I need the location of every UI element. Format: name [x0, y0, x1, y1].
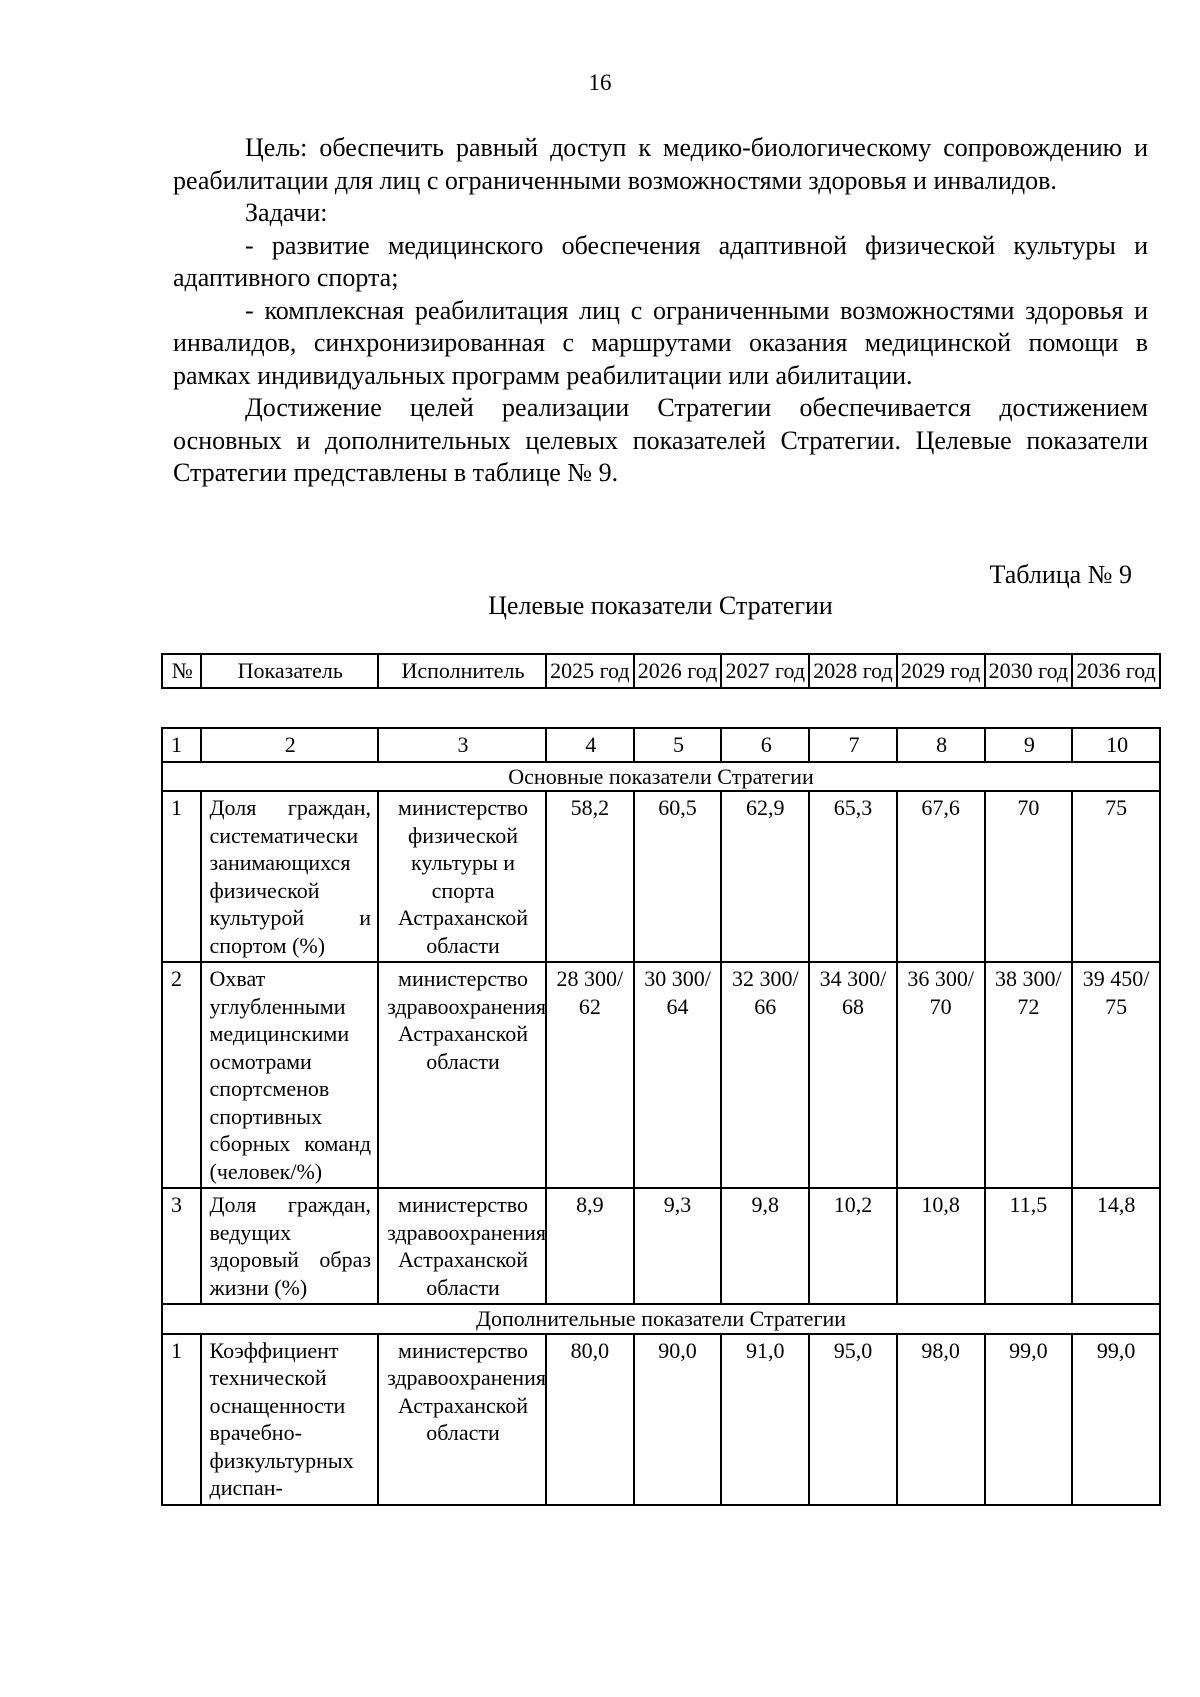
paragraph-task-2: - комплексная реабилитация лиц с ограниченными возможностями здоровья и инвалидов, синхронизированная с маршрутами оказания медицинской помощи в рамках индивидуальных программ реабилитации или абилитации.	[173, 295, 1148, 390]
indicator-value: 70	[985, 791, 1073, 962]
indicator-value: 99,0	[985, 1334, 1073, 1505]
indicator-value: 99,0	[1072, 1334, 1160, 1505]
column-number-cell: 2	[201, 728, 379, 762]
indicator-value: 9,3	[634, 1188, 722, 1304]
indicator-value: 36 300/ 70	[897, 962, 985, 1188]
table-row	[162, 1334, 1160, 1505]
indicator-name: Коэффициент технической оснащенности врачебно-физкультурных диспан-	[201, 1334, 379, 1505]
executor-name: министерство здравоохранения Астраханской области	[378, 1188, 546, 1304]
header-year-2026: 2026 год	[634, 654, 722, 688]
row-number: 1	[162, 1334, 201, 1505]
paragraph-goal: Цель: обеспечить равный доступ к медико-биологическому сопровождению и реабилитации для лиц с ограниченными возможностями здоровья и инвалидов.	[173, 133, 1148, 195]
indicator-name: Доля граждан, ведущих здоровый образ жизни (%)	[201, 1188, 379, 1304]
executor-name: министерство физической культуры и спорта Астраханской области	[378, 791, 546, 962]
indicator-value: 30 300/ 64	[634, 962, 722, 1188]
column-number-cell: 8	[897, 728, 985, 762]
table-row	[162, 791, 1160, 962]
indicator-value: 90,0	[634, 1334, 722, 1505]
indicator-value: 9,8	[721, 1188, 809, 1304]
header-year-2030: 2030 год	[985, 654, 1073, 688]
indicator-value: 38 300/ 72	[985, 962, 1073, 1188]
table-row	[162, 1188, 1160, 1304]
indicator-value: 11,5	[985, 1188, 1073, 1304]
header-year-2029: 2029 год	[897, 654, 985, 688]
paragraph-task-1: - развитие медицинского обеспечения адаптивной физической культуры и адаптивного спорта;	[173, 230, 1148, 292]
executor-name: министерство здравоохранения Астраханской области	[378, 1334, 546, 1505]
section-row	[162, 762, 1160, 792]
row-number: 1	[162, 791, 201, 962]
page-number: 16	[588, 70, 612, 95]
column-number-cell: 10	[1072, 728, 1160, 762]
indicator-value: 32 300/ 66	[721, 962, 809, 1188]
indicator-value: 95,0	[809, 1334, 897, 1505]
indicator-value: 67,6	[897, 791, 985, 962]
column-number-cell: 1	[162, 728, 201, 762]
row-number: 3	[162, 1188, 201, 1304]
indicator-value: 8,9	[546, 1188, 634, 1304]
table-title: Целевые показатели Стратегии	[488, 591, 833, 620]
header-indicator: Показатель	[201, 654, 379, 688]
header-number: №	[162, 654, 201, 688]
indicator-value: 65,3	[809, 791, 897, 962]
indicator-value: 28 300/ 62	[546, 962, 634, 1188]
indicator-value: 39 450/ 75	[1072, 962, 1160, 1188]
column-number-cell: 5	[634, 728, 722, 762]
indicator-value: 10,2	[809, 1188, 897, 1304]
indicator-value: 75	[1072, 791, 1160, 962]
column-number-cell: 6	[721, 728, 809, 762]
table-caption: Таблица № 9	[989, 560, 1132, 589]
body-text	[173, 132, 1148, 490]
header-executor: Исполнитель	[378, 654, 546, 688]
paragraph-tasks-heading: Задачи:	[245, 198, 328, 227]
indicator-value: 58,2	[546, 791, 634, 962]
header-year-2036: 2036 год	[1072, 654, 1160, 688]
indicator-value: 10,8	[897, 1188, 985, 1304]
indicator-value: 14,8	[1072, 1188, 1160, 1304]
indicator-value: 80,0	[546, 1334, 634, 1505]
column-number-cell: 3	[378, 728, 546, 762]
header-year-2028: 2028 год	[809, 654, 897, 688]
header-row	[162, 654, 1160, 688]
executor-name: министерство здравоохранения Астраханской области	[378, 962, 546, 1188]
section-title: Дополнительные показатели Стратегии	[162, 1304, 1160, 1334]
column-number-cell: 4	[546, 728, 634, 762]
row-number: 2	[162, 962, 201, 1188]
column-number-cell: 7	[809, 728, 897, 762]
indicator-value: 98,0	[897, 1334, 985, 1505]
indicator-value: 91,0	[721, 1334, 809, 1505]
paragraph-achievement: Достижение целей реализации Стратегии обеспечивается достижением основных и дополнительных целевых показателей Стратегии. Целевые показатели Стратегии представлены в таблице № 9.	[173, 393, 1148, 487]
indicator-value: 60,5	[634, 791, 722, 962]
indicator-name: Доля граждан, систематически занимающихся физической культурой и спортом (%)	[201, 791, 379, 962]
indicator-value: 62,9	[721, 791, 809, 962]
column-number-cell: 9	[985, 728, 1073, 762]
indicators-table	[161, 727, 1161, 1506]
column-numbers-row	[162, 728, 1160, 762]
indicator-value: 34 300/ 68	[809, 962, 897, 1188]
indicator-name: Охват углубленными медицинскими осмотрами спортсменов спортивных сборных команд (человек/%)	[201, 962, 379, 1188]
table-row	[162, 962, 1160, 1188]
header-year-2025: 2025 год	[546, 654, 634, 688]
section-title: Основные показатели Стратегии	[162, 762, 1160, 792]
section-row	[162, 1304, 1160, 1334]
table-header	[161, 653, 1161, 689]
header-year-2027: 2027 год	[721, 654, 809, 688]
